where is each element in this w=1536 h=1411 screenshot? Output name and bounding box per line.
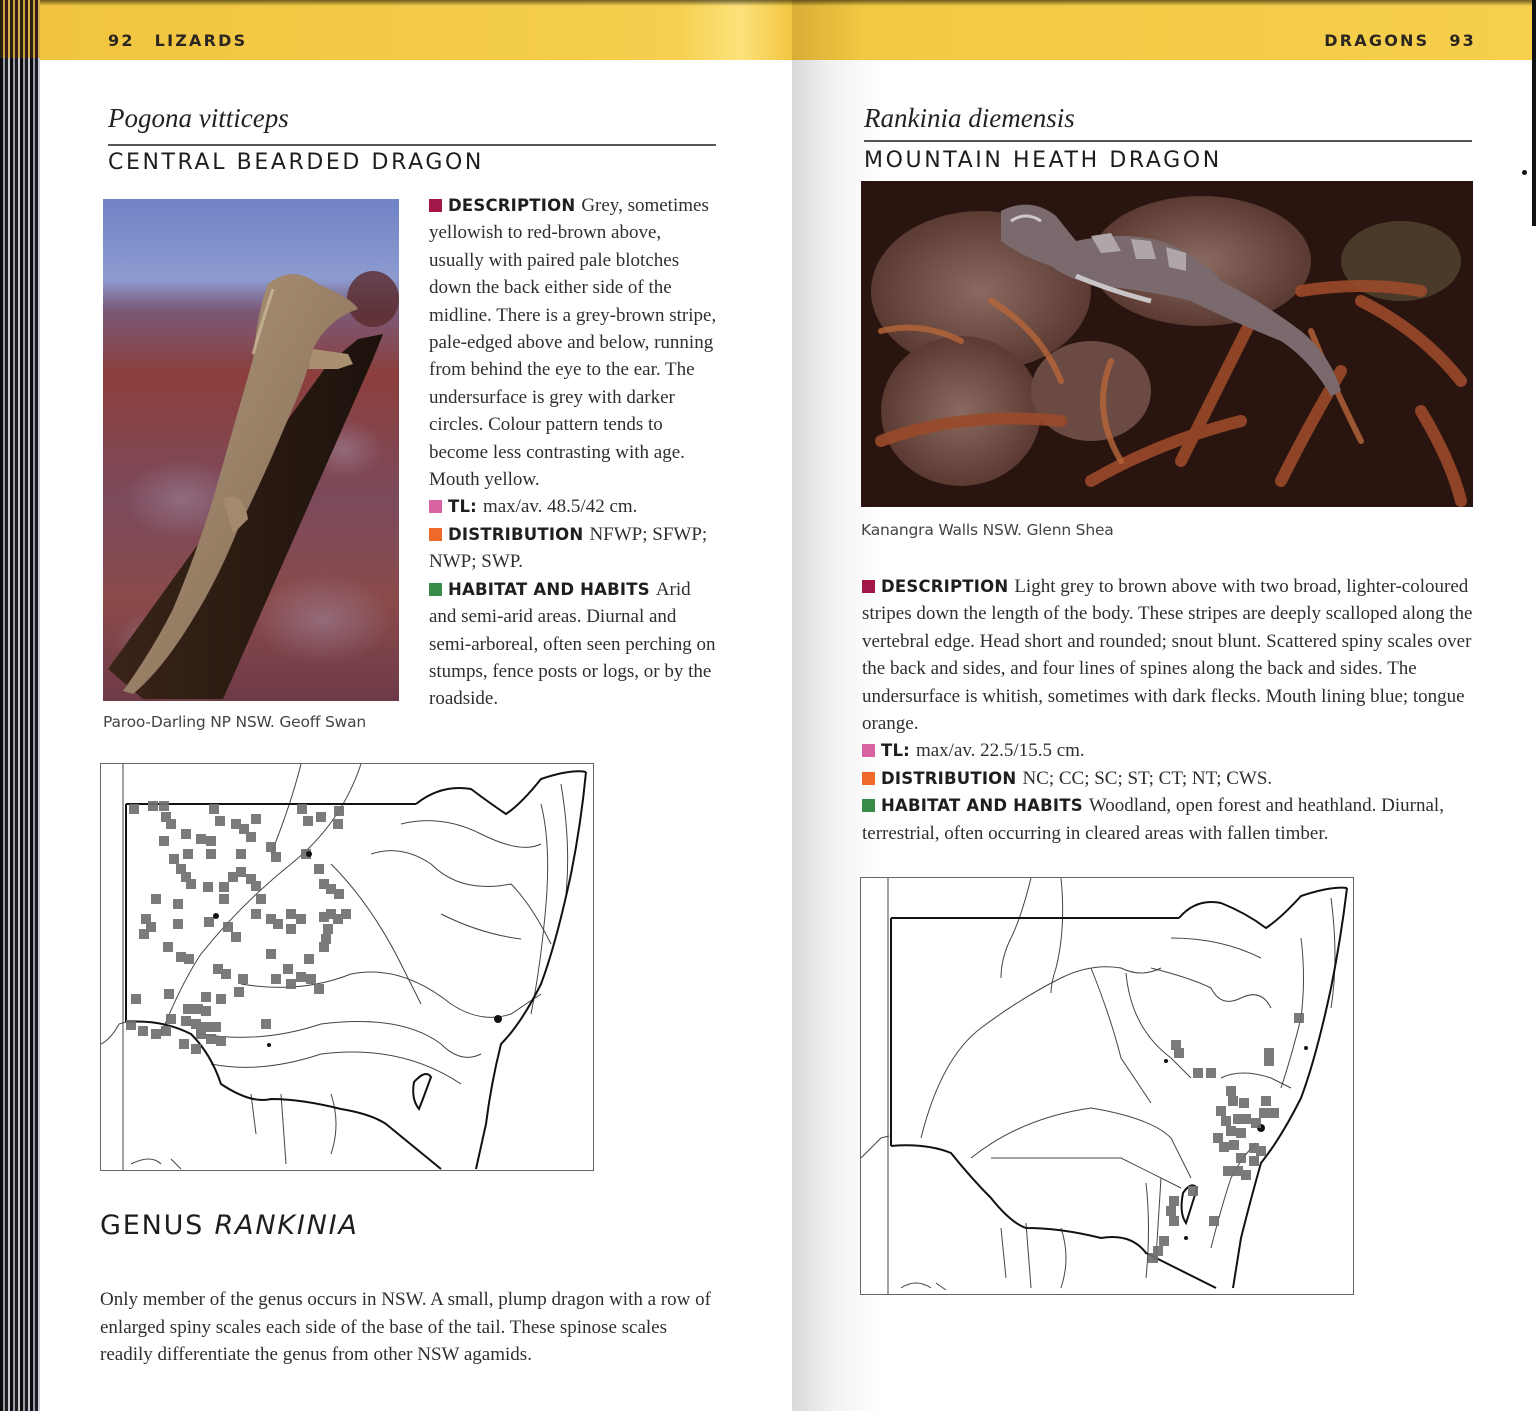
- header-band: [792, 0, 1536, 60]
- photo-caption: Paroo-Darling NP NSW. Geoff Swan: [103, 713, 367, 731]
- tl-block: TL: max/av. 22.5/15.5 cm.: [862, 737, 1477, 764]
- nsw-map: [861, 878, 1354, 1295]
- distribution-marker-icon: [862, 772, 875, 785]
- distribution-marker-icon: [429, 528, 442, 541]
- bearded-dragon-photo: [103, 199, 399, 701]
- scientific-name: Rankinia diemensis: [864, 103, 1075, 133]
- tl-marker-icon: [862, 744, 875, 757]
- distribution-map-rankinia: [860, 877, 1354, 1295]
- habitat-block: HABITAT AND HABITS Arid and semi-arid areas. Diurnal and semi-arboreal, often seen perching on stumps, fence posts or logs, or by the roadside.: [429, 578, 716, 710]
- description-marker-icon: [862, 580, 875, 593]
- margin-dot: [1522, 170, 1527, 175]
- title-rule: [108, 144, 716, 146]
- header-band: [40, 0, 792, 60]
- page-number: 93: [1449, 31, 1476, 50]
- tl-block: TL: max/av. 48.5/42 cm.: [429, 493, 719, 520]
- description-marker-icon: [429, 199, 442, 212]
- genus-description: Only member of the genus occurs in NSW. A small, plump dragon with a row of enlarged spiny scales each side of the base of the tail. These spinose scales readily differentiate the genus from other NSW agamids.: [100, 1289, 711, 1365]
- right-page: [792, 0, 1536, 1411]
- species-photo-rankinia: [861, 181, 1473, 507]
- section-title: LIZARDS: [154, 31, 248, 50]
- nsw-map: [101, 764, 594, 1171]
- habitat-block: HABITAT AND HABITS Woodland, open forest and heathland. Diurnal, terrestrial, often occurring in cleared areas with fallen timber.: [862, 795, 1444, 844]
- left-page: [40, 0, 792, 1411]
- running-head-left: [108, 31, 247, 50]
- tl-marker-icon: [429, 500, 442, 513]
- description-block: DESCRIPTION Light grey to brown above with two broad, lighter-coloured stripes down the length of the body. These stripes are deeply scalloped along the vertebral edge. Head short and rounded; snout blunt. Scattered spiny scales over the back and sides, and four lines of spines along the back and sides. The undersurface is whitish, sometimes with dark flecks. Mouth lining blue; tongue orange.: [862, 576, 1473, 735]
- description-block: DESCRIPTION Grey, sometimes yellowish to red-brown above, usually with paired pale blotches down the back either side of the midline. There is a grey-brown stripe, pale-edged above and below, running from behind the eye to the ear. The undersurface is grey with darker circles. Colour pattern tends to become less contrasting with age. Mouth yellow.: [429, 195, 717, 491]
- distribution-block: DISTRIBUTION NFWP; SFWP; NWP; SWP.: [429, 523, 708, 573]
- common-name: CENTRAL BEARDED DRAGON: [108, 150, 484, 175]
- scientific-name: Pogona vitticeps: [108, 103, 289, 133]
- habitat-marker-icon: [862, 799, 875, 812]
- page-number: 92: [108, 31, 135, 50]
- species-account: [429, 192, 719, 713]
- heath-dragon-photo: [861, 181, 1473, 507]
- running-head-right: [1324, 31, 1476, 50]
- species-photo-pogona: [103, 199, 399, 701]
- genus-heading: GENUS RANKINIA: [100, 1210, 359, 1241]
- photo-caption: Kanangra Walls NSW. Glenn Shea: [861, 521, 1114, 539]
- title-rule: [864, 140, 1472, 142]
- common-name: MOUNTAIN HEATH DRAGON: [864, 148, 1222, 173]
- species-account: [862, 573, 1477, 847]
- section-title: DRAGONS: [1324, 31, 1430, 50]
- distribution-block: DISTRIBUTION NC; CC; SC; ST; CT; NT; CWS.: [862, 765, 1477, 792]
- habitat-marker-icon: [429, 583, 442, 596]
- page-edges: [0, 0, 42, 1411]
- distribution-map-pogona: [100, 763, 594, 1171]
